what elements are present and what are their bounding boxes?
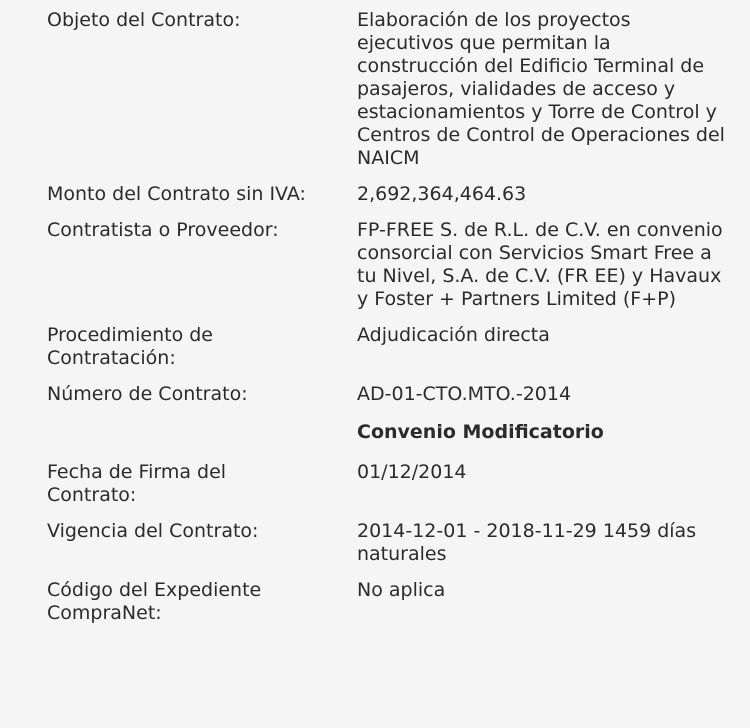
signing-date-value: 01/12/2014 xyxy=(357,461,467,483)
procedure-value: Adjudicación directa xyxy=(357,324,550,346)
contractor-row xyxy=(0,219,750,311)
validity-label: Vigencia del Contrato: xyxy=(47,520,259,542)
compranet-value: No aplica xyxy=(357,579,446,601)
contract-object-row xyxy=(0,9,750,170)
contractor-value: FP-FREE S. de R.L. de C.V. en convenio consorcial con Servicios Smart Free a tu Nivel, S.A. de C.V. (FR EE) y Havaux y Foster + Partners Limited (F+P) xyxy=(357,219,723,310)
procedure-label: Procedimiento de Contratación: xyxy=(47,324,213,369)
contract-number-value: AD-01-CTO.MTO.-2014 xyxy=(357,383,572,405)
signing-date-label: Fecha de Firma del Contrato: xyxy=(47,461,227,506)
compranet-row xyxy=(0,579,750,625)
amendment-row xyxy=(0,421,750,444)
contract-number-row xyxy=(0,383,750,406)
validity-value: 2014-12-01 - 2018-11-29 1459 días naturales xyxy=(357,520,697,565)
contract-object-label: Objeto del Contrato: xyxy=(47,9,241,31)
contract-amount-label: Monto del Contrato sin IVA: xyxy=(47,183,306,205)
contractor-label: Contratista o Proveedor: xyxy=(47,219,279,241)
contract-object-value: Elaboración de los proyectos ejecutivos que permitan la construcción del Edificio Terminal de pasajeros, vialidades de acceso y estacionamientos y Torre de Control y Centros de Control de Operaciones del NAICM xyxy=(357,9,725,169)
validity-row xyxy=(0,520,750,566)
contract-amount-value: 2,692,364,464.63 xyxy=(357,183,527,205)
amendment-value: Convenio Modificatorio xyxy=(357,421,604,443)
contract-amount-row xyxy=(0,183,750,206)
procedure-row xyxy=(0,324,750,370)
signing-date-row xyxy=(0,461,750,507)
contract-number-label: Número de Contrato: xyxy=(47,383,248,405)
compranet-label: Código del Expediente CompraNet: xyxy=(47,579,262,624)
